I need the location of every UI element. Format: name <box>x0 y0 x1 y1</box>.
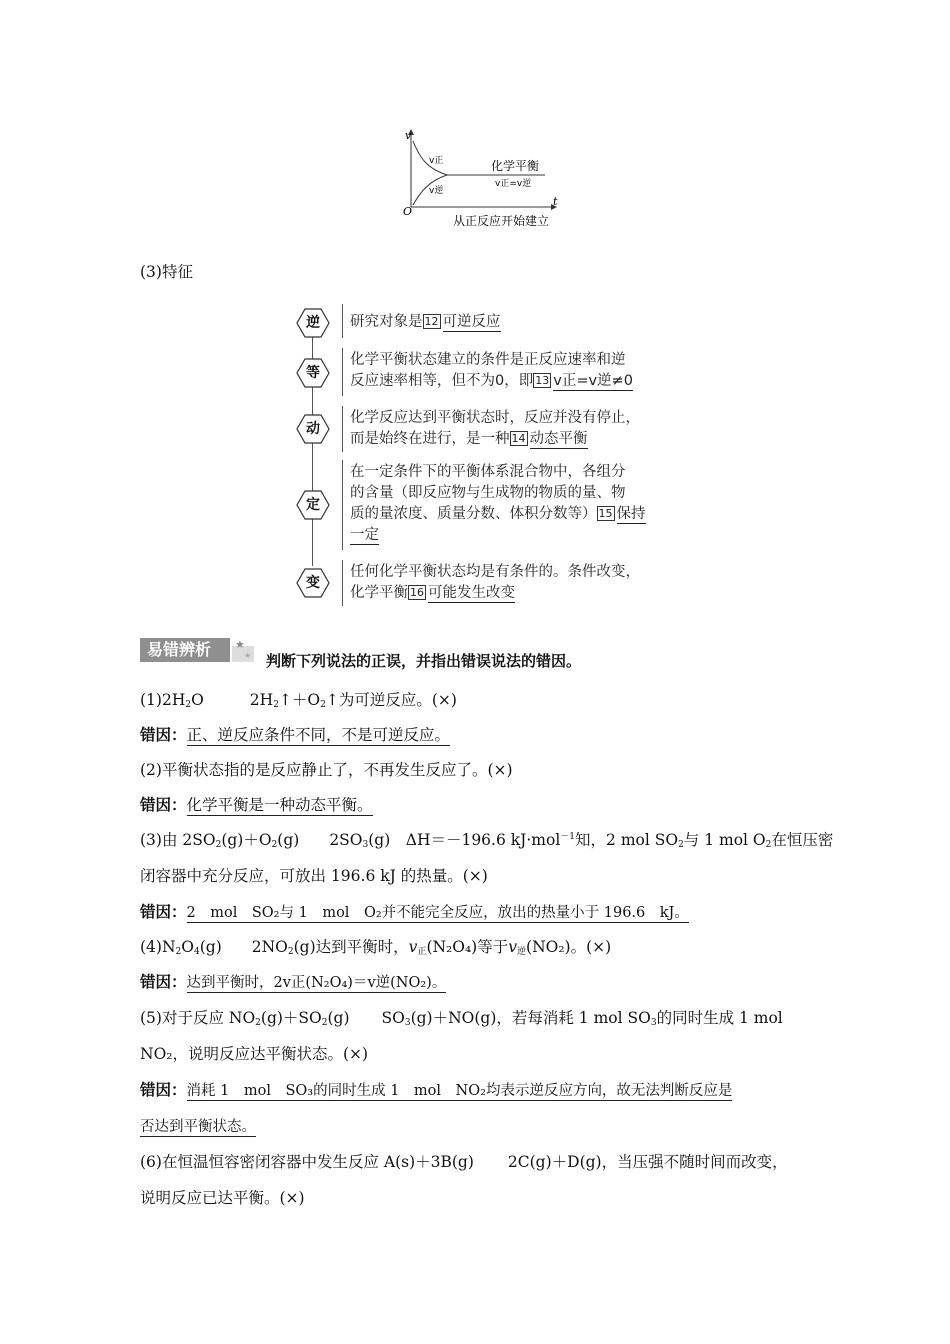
star-icon <box>232 636 254 662</box>
hexagon-ni: 逆 <box>296 308 330 338</box>
v-reverse-label: v逆 <box>429 186 444 196</box>
bracket-1 <box>342 304 343 338</box>
equilibrium-graph <box>395 125 565 235</box>
item-1: $(1)2H_2O$ $2H_2↑+O_2↑$为可逆反应。(×) <box>140 691 457 710</box>
answer-blank: v正=v逆≠0 <box>553 373 633 389</box>
hexagon-dong: 动 <box>296 414 330 444</box>
item-5-line2: NO₂，说明反应达平衡状态。(×) <box>140 1045 369 1063</box>
answer-blank: 保持 <box>616 506 646 522</box>
feature-1: 研究对象是 12 可逆反应 <box>350 314 501 330</box>
bracket-4 <box>342 460 343 550</box>
features-diagram <box>296 300 676 610</box>
reason-2: 错因：化学平衡是一种动态平衡。 <box>140 796 373 814</box>
answer-blank: 可逆反应 <box>442 314 501 330</box>
item-5: (5)对于反应 $NO_2(g)+SO_2(g)$ $SO_3(g)+NO(g)$，若每消耗 1 mol $SO_3$的同时生成 1 mol <box>140 1009 783 1028</box>
v-forward-label: v正 <box>429 156 444 166</box>
item-6: (6)在恒温恒容密闭容器中发生反应 A(s)＋3B(g) 2C(g)＋D(g)，当压强不随时间而改变， <box>140 1153 788 1171</box>
feature-3: 化学反应达到平衡状态时，反应并没有停止， 而是始终在进行，是一种 14 动态平衡 <box>350 410 640 447</box>
axis-t-label: t <box>553 195 558 208</box>
reason-5: 错因：消耗 1 mol SO₃的同时生成 1 mol NO₂均表示逆反应方向，故无法判断反应是 <box>140 1081 733 1099</box>
banner-badge <box>140 638 230 662</box>
item-3: (3)由 $2SO_2(g)+O_2(g)$ $2SO_3(g)$ ΔH＝－196.6 kJ·mol$^{-1}$知，2 mol $SO_2$与 1 mol $O_2$在恒压密 <box>140 831 834 850</box>
equilibrium-condition: v正=v逆 <box>495 179 532 189</box>
axis-v-label: v <box>405 129 412 142</box>
banner-instruction: 判断下列说法的正误，并指出错误说法的错因。 <box>266 652 582 670</box>
reason-4: 错因：达到平衡时，2v正(N₂O₄)＝v逆(NO₂)。 <box>140 973 447 991</box>
banner-label: 易错辨析 <box>147 640 212 659</box>
answer-blank-cont: 一定 <box>350 527 379 543</box>
answer-blank: 动态平衡 <box>529 431 588 447</box>
answer-number: 13 <box>535 374 550 387</box>
hexagon-deng: 等 <box>296 358 330 388</box>
reason-5-line2: 否达到平衡状态。 <box>140 1119 256 1135</box>
origin-label: O <box>403 205 413 218</box>
hexagon-ding: 定 <box>296 490 330 520</box>
svg-text:★: ★ <box>244 651 252 660</box>
answer-blank: 可能发生改变 <box>428 585 515 601</box>
graph-caption: 从正反应开始建立 <box>453 214 550 228</box>
item-6-line2: 说明反应已达平衡。(×) <box>140 1189 305 1207</box>
bracket-5 <box>342 560 343 606</box>
feature-4: 在一定条件下的平衡体系混合物中，各组分 的含量（即反应物与生成物的物质的量、物 质的量浓度、质量分数、体积分数等） 15 保持 一定 <box>350 464 646 543</box>
answer-number: 15 <box>598 507 613 520</box>
hexagon-bian: 变 <box>296 568 330 598</box>
answer-number: 16 <box>410 586 424 599</box>
svg-text:★: ★ <box>235 638 245 651</box>
reason-1: 错因：正、逆反应条件不同，不是可逆反应。 <box>140 726 451 744</box>
feature-2: 化学平衡状态建立的条件是正反应速率和逆 反应速率相等，但不为0，即 13 v正=v逆≠0 <box>350 352 633 389</box>
item-4: $(4)N_2O_4(g)$ $2NO_2(g)$达到平衡时，$v_正(N_2O_4)$等于$v_逆(NO_2)$。(×) <box>140 938 612 957</box>
feature-5: 任何化学平衡状态均是有条件的。条件改变， 化学平衡 16 可能发生改变 <box>350 564 640 601</box>
reason-3: 错因：2 mol SO₂与 1 mol O₂并不能完全反应，放出的热量小于 196.6 kJ。 <box>140 903 689 921</box>
item-3-line2: 闭容器中充分反应，可放出 196.6 kJ 的热量。(×) <box>140 867 488 885</box>
answer-number: 12 <box>424 315 439 328</box>
item-2: (2)平衡状态指的是反应静止了，不再发生反应了。(×) <box>140 761 513 779</box>
answer-number: 14 <box>511 432 526 445</box>
equilibrium-label: 化学平衡 <box>491 159 540 173</box>
section-title: (3)特征 <box>140 263 193 281</box>
bracket-3 <box>342 406 343 452</box>
bracket-2 <box>342 348 343 396</box>
